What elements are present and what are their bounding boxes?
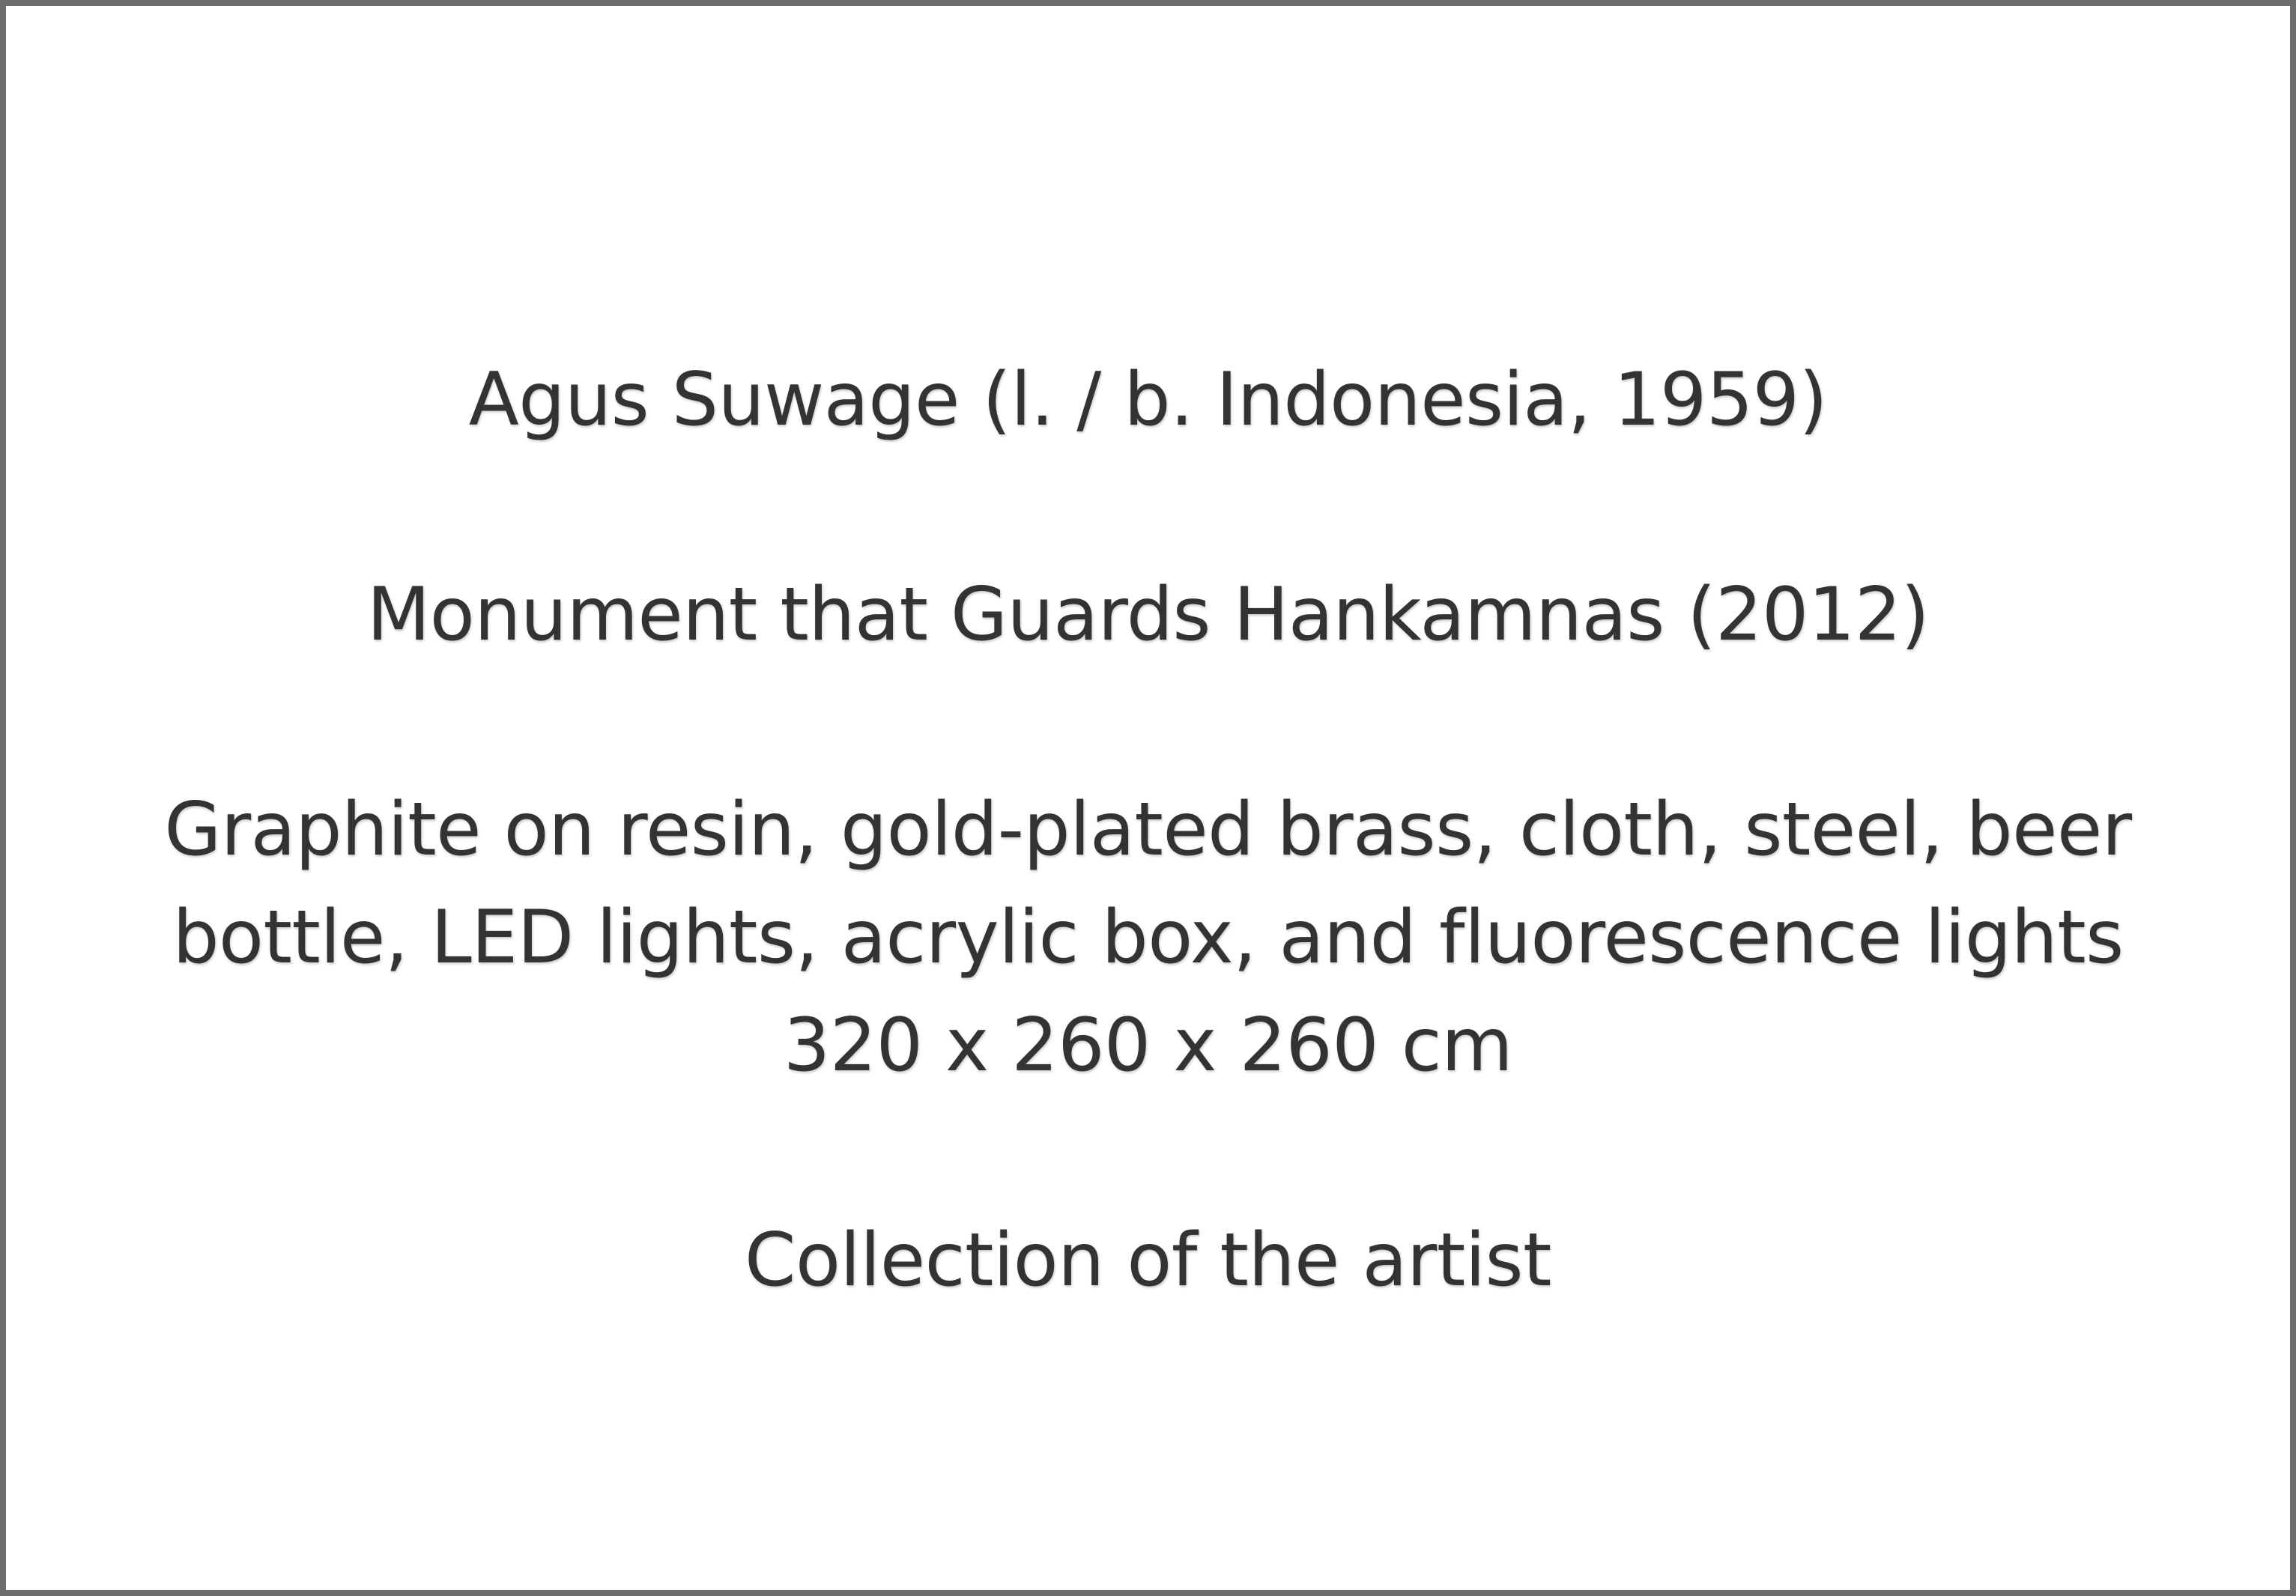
artist-name: Agus Suwage (l. / b. Indonesia, 1959) — [468, 357, 1828, 443]
artwork-dimensions: 320 x 260 x 260 cm — [783, 1003, 1513, 1088]
artwork-title: Monument that Guards Hankamnas (2012) — [366, 572, 1930, 658]
collection-credit: Collection of the artist — [745, 1218, 1551, 1303]
medium-line-2: bottle, LED lights, acrylic box, and fluorescence lights — [172, 895, 2124, 980]
medium-line-1: Graphite on resin, gold-plated brass, cloth, steel, beer — [164, 787, 2132, 873]
artwork-medium — [6, 776, 2290, 992]
